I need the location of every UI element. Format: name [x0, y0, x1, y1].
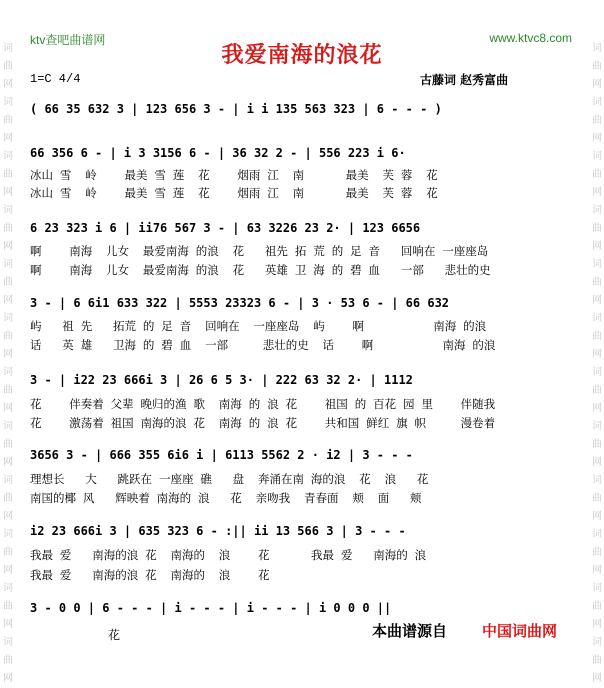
lyric-line-6a: 理想长 大 跳跃在 一座座 礁 盘 奔涌在南 海的浪 花 浪 花	[30, 472, 429, 486]
source-site-link[interactable]: 中国词曲网	[482, 622, 558, 640]
source-label: 本曲谱源自	[372, 622, 448, 640]
lyric-line-7a: 我最 爱 南海的浪 花 南海的 浪 花 我最 爱 南海的 浪	[30, 548, 427, 562]
lyric-line-6b: 南国的椰 风 辉映着 南海的 浪 花 亲吻我 青春面 颊 面 颊	[30, 491, 422, 505]
notation-line-3: 6 23 323 i 6 | ii76 567 3 - | 63 3226 23 2· | 123 6656	[30, 221, 421, 235]
song-title: 我爱南海的浪花	[221, 42, 383, 68]
notation-line-5: 3 - | i22 23 666i 3 | 26 6 5 3· | 222 63 32 2· | 1112	[30, 373, 413, 387]
notation-line-6: 3656 3 - | 666 355 6i6 i | 6113 5562 2 · i2 | 3 - - -	[30, 448, 413, 462]
site-watermark-right: www.ktvc8.com	[489, 31, 572, 45]
notation-line-2: 66 356 6 - | i 3 3156 6 - | 36 32 2 - | 556 223 i 6·	[30, 146, 406, 160]
lyric-line-5a: 花 伴奏着 父辈 晚归的渔 歌 南海 的 浪 花 祖国 的 百花 园 里 伴随我	[30, 397, 496, 411]
notation-line-8: 3 - 0 0 | 6 - - - | i - - - | i - - - | i 0 0 0 ||	[30, 601, 392, 615]
lyric-line-2a: 冰山 雪 岭 最美 雪 莲 花 烟雨 江 南 最美 芙 蓉 花	[30, 168, 438, 182]
lyric-line-7b: 我最 爱 南海的浪 花 南海的 浪 花	[30, 568, 270, 582]
lyric-line-5b: 花 激荡着 祖国 南海的浪 花 南海 的 浪 花 共和国 鲜红 旗 帜 漫卷着	[30, 416, 496, 430]
notation-line-4: 3 - | 6 6i1 633 322 | 5553 23323 6 - | 3 · 53 6 - | 66 632	[30, 296, 450, 310]
lyric-line-2b: 冰山 雪 岭 最美 雪 莲 花 烟雨 江 南 最美 芙 蓉 花	[30, 186, 438, 200]
final-lyric: 花	[108, 628, 121, 642]
lyric-line-4b: 话 英 雄 卫海 的 碧 血 一部 悲壮的史 话 啊 南海 的浪	[30, 338, 496, 352]
notation-line-7: i2 23 666i 3 | 635 323 6 - :|| ii 13 566 3 | 3 - - -	[30, 524, 406, 538]
lyric-line-3b: 啊 南海 儿女 最爱南海 的浪 花 英雄 卫 海 的 碧 血 一部 悲壮的史	[30, 263, 491, 277]
side-watermark-right	[590, 40, 604, 688]
notation-line-1: ( 66 35 632 3 | 123 656 3 - | i i 135 563 323 | 6 - - - )	[30, 102, 442, 116]
side-watermark-left	[1, 40, 15, 688]
watermark-text-left: 词 曲 网 词 曲 网 词 曲 网 词 曲 网 词 曲 网 词 曲 网 词 曲 网 词 曲 网 词 曲 网 词 曲 网 词 曲 网 词 曲 网	[3, 43, 13, 684]
lyric-line-4a: 屿 祖 先 拓荒 的 足 音 回响在 一座座岛 屿 啊 南海 的浪	[30, 319, 487, 333]
site-watermark-left: ktv查吧曲谱网	[30, 33, 106, 47]
lyric-line-3a: 啊 南海 儿女 最爱南海 的浪 花 祖先 拓 荒 的 足 音 回响在 一座座岛	[30, 244, 489, 258]
watermark-text-right: 词 曲 网 词 曲 网 词 曲 网 词 曲 网 词 曲 网 词 曲 网 词 曲 网 词 曲 网 词 曲 网 词 曲 网 词 曲 网 词 曲 网	[592, 43, 602, 684]
key-signature: 1=C 4/4	[30, 72, 81, 86]
song-credits: 古藤词 赵秀富曲	[420, 73, 509, 87]
